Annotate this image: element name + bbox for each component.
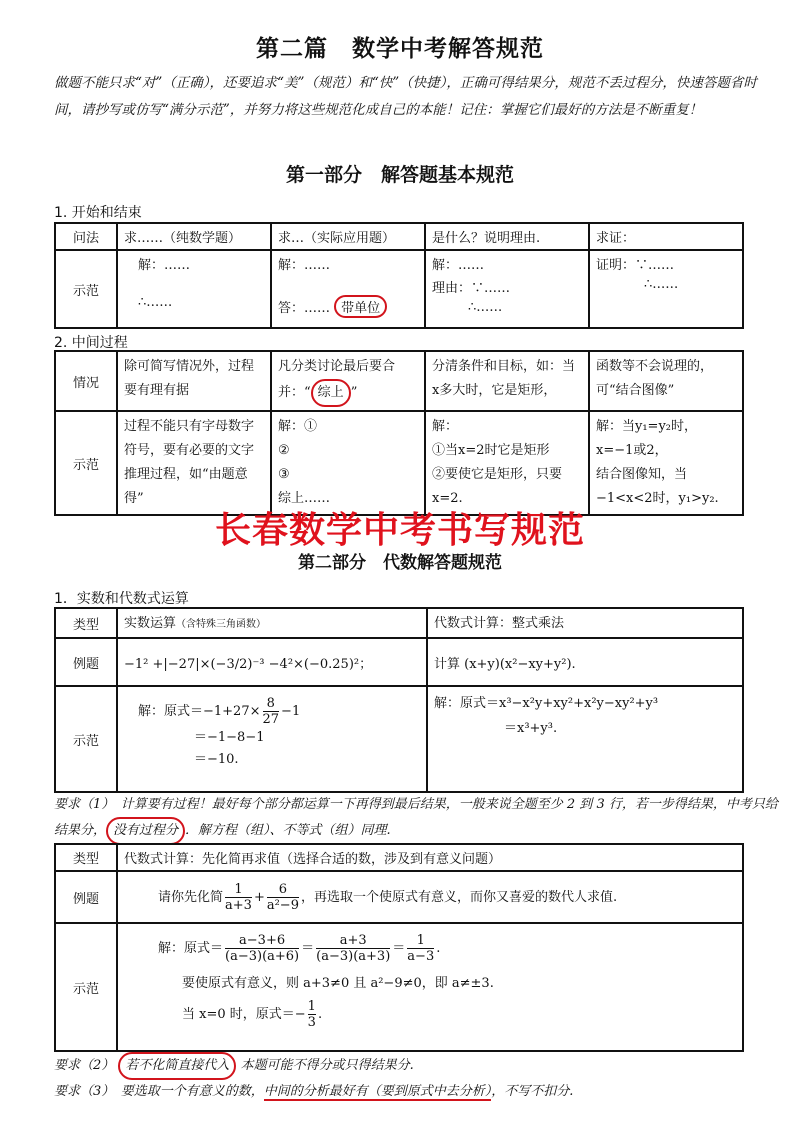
table-cell: 解： ①当x=2时它是矩形 ②要使它是矩形，只要x=2. [425,411,589,515]
row-label: 示范 [55,411,117,515]
part2-title: 第二部分 代数解答题规范 [298,553,502,573]
row-label: 类型 [55,608,117,638]
section-start-end-title: 1. 开始和结束 [54,205,142,221]
table-cell: 分清条件和目标，如：当x多大时，它是矩形， [425,351,589,411]
table-header-cell: 代数式计算：先化简再求值（选择合适的数，涉及到有意义问题） [117,844,743,871]
start-end-table [54,222,744,329]
row-label: 例题 [55,871,117,923]
table-cell: 凡分类讨论最后要合并：“ 综上 ” [271,351,425,411]
table-header-cell: 实数运算（含特殊三角函数） [117,608,427,638]
table-cell: 请你先化简 $\frac{1}{a+3}$ + $\frac{6}{\text{a²−9}}$ ，再选取一个使原式有意义，而你又喜爱的数代人求值. [117,871,743,923]
part1-title: 第一部分 解答题基本规范 [285,164,514,186]
table-cell: 解：…… ∴…… [117,250,271,328]
table-cell: 证明：∵…… ∴…… [589,250,743,328]
middle-process-table [54,350,744,516]
row-label: 示范 [55,923,117,1051]
intro-paragraph: 做题不能只求“对”（正确），还要追求“美”（规范）和“快”（快捷），正确可得结果分，规范不丢过程分，快速答题省时间，请抄写或仿写“满分示范”，并努力将这些规范化成自己的本能！记住：掌握它们最好的方法是不断重复！ [54,75,757,118]
table-cell: 解：…… 理由：∵…… ∴…… [425,250,589,328]
row-label: 类型 [55,844,117,871]
algebra-table-2 [54,843,744,1052]
table-cell: 解：原式＝−1+27× $\frac{8}{27}$ −1 ＝−1−8−1 ＝−10. [117,686,427,792]
row-label: 示范 [55,686,117,792]
table-header-cell: 问法 [55,223,117,250]
annotation-underline: 中间的分析最好有（要到原式中去分析） [263,1084,492,1099]
requirement-1: 要求（1） 计算要有过程！最好每个部分都运算一下再得到最后结果，一般来说全题至少 2 到 3 行，若一步得结果，中考只给结果分， 没有过程分 ．解方程（组）、不等式（组）同理. [54,793,784,845]
annotation-circle: 没有过程分 [106,817,185,845]
algebra-table-1 [54,607,744,793]
table-cell: 解：① ② ③ 综上…… [271,411,425,515]
annotation-circle: 带单位 [334,295,387,318]
requirement-2: 要求（2） 若不化简直接代入 本题可能不得分或只得结果分. [54,1052,784,1080]
table-cell: 过程不能只有字母数字符号，要有必要的文字推理过程，如“由题意得” [117,411,271,515]
table-cell: 解：原式＝x³−x²y+xy²+x²y−xy²+y³ ＝x³+y³. [427,686,743,792]
table-cell: 除可简写情况外，过程要有理有据 [117,351,271,411]
requirement-3: 要求（3） 要选取一个有意义的数，中间的分析最好有（要到原式中去分析），不写不扣分. [54,1084,574,1099]
table-header-cell: 求证： [589,223,743,250]
row-label: 例题 [55,638,117,686]
annotation-circle: 综上 [311,379,351,407]
page-title: 第二篇 数学中考解答规范 [256,36,544,62]
table-header-cell: 求……（纯数学题） [117,223,271,250]
red-stamp-title: 长春数学中考书写规范 [214,510,585,551]
section-middle-process-title: 2. 中间过程 [54,335,128,351]
table-cell: 函数等不会说理的，可“结合图像” [589,351,743,411]
table-cell: 解：当y₁=y₂时， x=−1或2， 结合图像知，当−1<x<2时，y₁>y₂. [589,411,743,515]
table-header-cell: 是什么？说明理由. [425,223,589,250]
table-cell: 解：…… 答：…… 带单位 [271,250,425,328]
table-header-cell: 代数式计算：整式乘法 [427,608,743,638]
row-label: 示范 [55,250,117,328]
table-cell: 解：原式＝ $\frac{a-3+6}{(a-3)(a+6)}$ ＝ $\frac{a+3}{(a-3)(a+3)}$ ＝ $\frac{1}{a-3}$ . 要使原式有意义，则 a+3≠0 且 a²−9≠0，即 a≠±3. 当 x=0 时，原式＝− $\frac{1}{3}$ . [117,923,743,1051]
section-real-algebra-title: 1．实数和代数式运算 [54,591,189,607]
row-label: 情况 [55,351,117,411]
table-header-cell: 求…（实际应用题） [271,223,425,250]
table-cell: −1² +|−27|×(−3/2)⁻³ −4²×(−0.25)²； [117,638,427,686]
table-cell: 计算 (x+y)(x²−xy+y²). [427,638,743,686]
annotation-circle: 若不化简直接代入 [118,1052,236,1080]
